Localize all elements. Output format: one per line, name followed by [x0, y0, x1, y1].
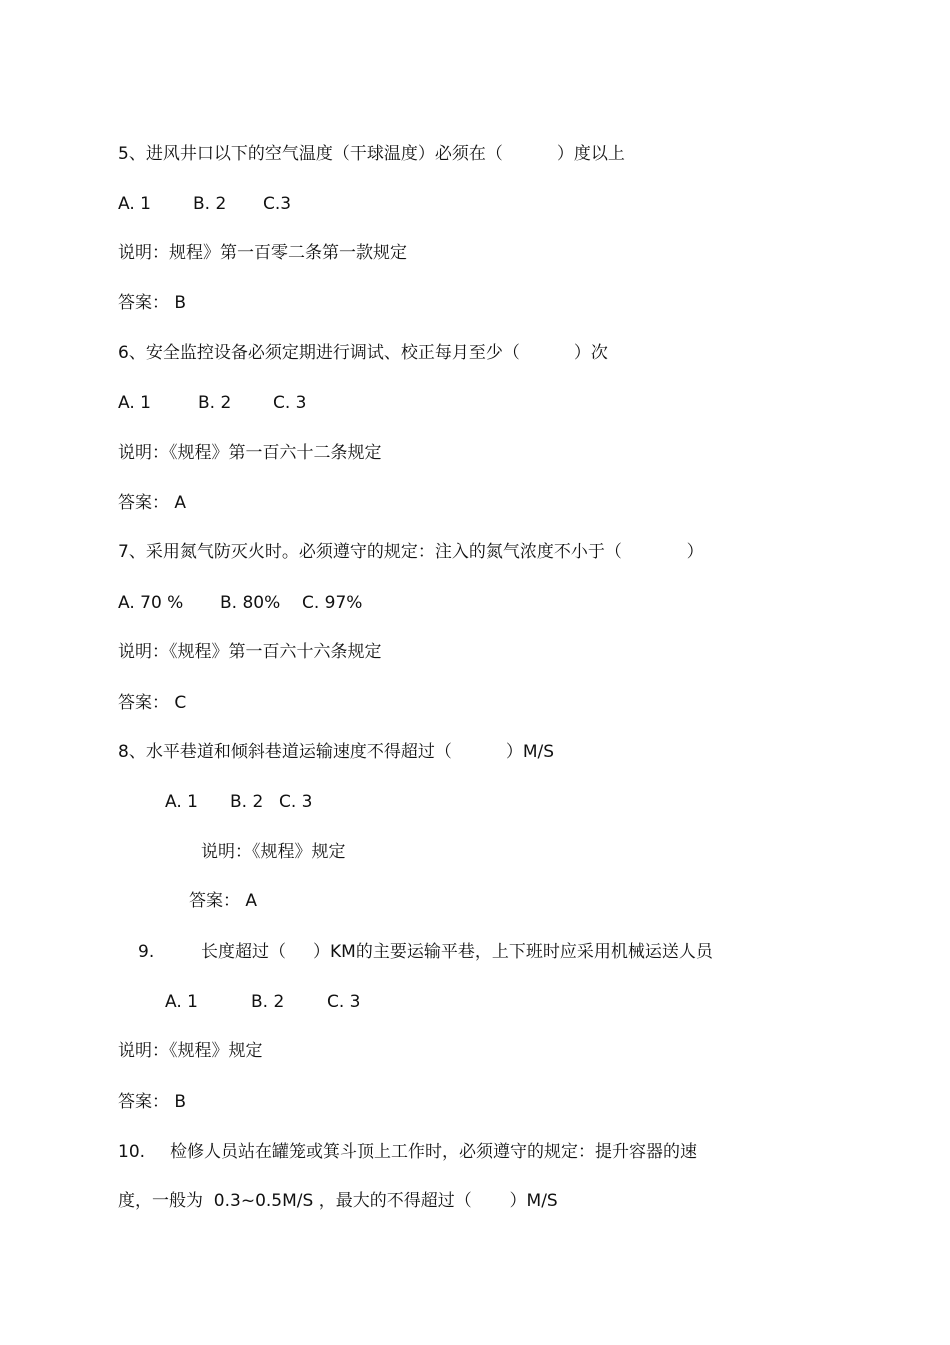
question-5-stem: 5、进风井口以下的空气温度（干球温度）必须在（ ）度以上	[118, 144, 625, 164]
question-8-explanation: 说明：《规程》规定	[201, 842, 346, 862]
question-5-answer: 答案： B	[118, 293, 187, 313]
question-5-explanation: 说明：规程》第一百零二条第一款规定	[118, 243, 407, 263]
question-8-option-b: B. 2	[230, 792, 264, 812]
question-8-option-c: C. 3	[279, 792, 313, 812]
question-10-stem-continued: 度，一般为 0.3~0.5M/S ，最大的不得超过（ ）M/S	[118, 1191, 558, 1211]
question-6-option-b: B. 2	[198, 393, 232, 413]
question-7-option-b: B. 80%	[220, 593, 281, 613]
question-6-option-c: C. 3	[273, 393, 307, 413]
question-9-answer: 答案： B	[118, 1092, 187, 1112]
question-9-option-c: C. 3	[327, 992, 361, 1012]
question-9-explanation: 说明：《规程》规定	[118, 1041, 263, 1061]
question-7-option-a: A. 70 %	[118, 593, 184, 613]
question-9-option-a: A. 1	[165, 992, 198, 1012]
question-6-explanation: 说明：《规程》第一百六十二条规定	[118, 443, 382, 463]
question-5-option-a: A. 1	[118, 194, 151, 214]
question-5-option-c: C.3	[263, 194, 292, 214]
question-8-stem: 8、水平巷道和倾斜巷道运输速度不得超过（ ）M/S	[118, 742, 555, 762]
question-6-option-a: A. 1	[118, 393, 151, 413]
question-7-explanation: 说明：《规程》第一百六十六条规定	[118, 642, 382, 662]
question-10-number: 10.	[118, 1142, 146, 1162]
question-9-number: 9.	[138, 942, 155, 962]
question-9-stem: 长度超过（ ）KM的主要运输平巷，上下班时应采用机械运送人员	[201, 942, 713, 962]
question-9-option-b: B. 2	[251, 992, 285, 1012]
question-7-answer: 答案： C	[118, 693, 187, 713]
question-8-answer: 答案： A	[189, 891, 258, 911]
question-5-option-b: B. 2	[193, 194, 227, 214]
question-10-stem: 检修人员站在罐笼或箕斗顶上工作时，必须遵守的规定：提升容器的速	[170, 1142, 697, 1162]
question-7-option-c: C. 97%	[302, 593, 363, 613]
question-6-answer: 答案： A	[118, 493, 187, 513]
question-6-stem: 6、安全监控设备必须定期进行调试、校正每月至少（ ）次	[118, 343, 608, 363]
question-7-stem: 7、采用氮气防灭火时。必须遵守的规定：注入的氮气浓度不小于（ ）	[118, 542, 704, 562]
question-8-option-a: A. 1	[165, 792, 198, 812]
